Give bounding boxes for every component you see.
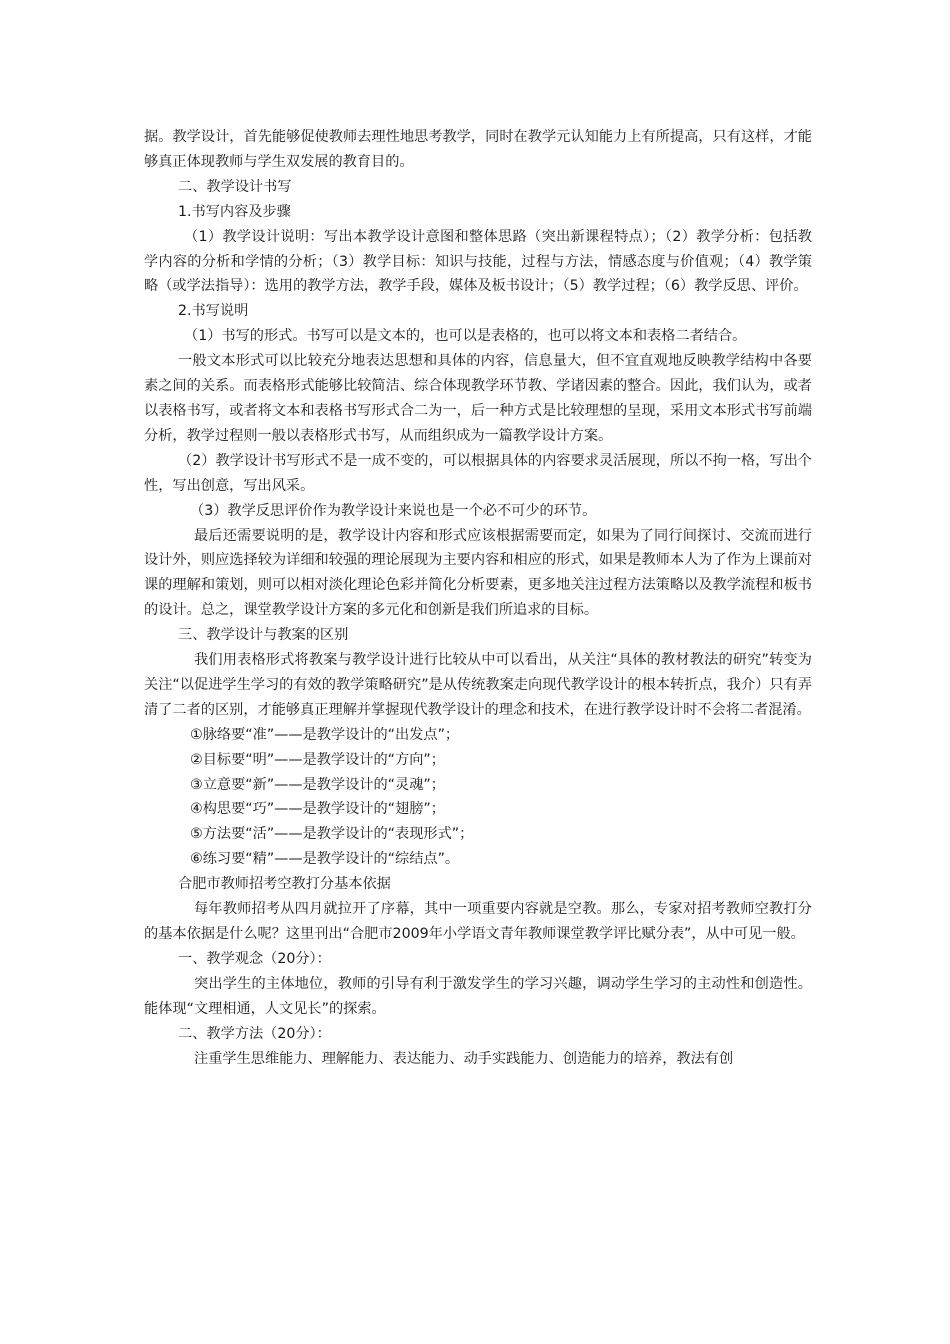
paragraph: 合肥市教师招考空教打分基本依据 [178,876,391,893]
document-body [144,125,812,1071]
paragraph: ⑥练习要“精”——是教学设计的“综结点”。 [190,851,460,868]
paragraph: （1）教学设计说明：写出本教学设计意图和整体思路（突出新课程特点）；（2）教学分析：包括教学内容的分析和学情的分析；（3）教学目标：知识与技能，过程与方法，情感态度与价值观；（4）教学策略（或学法指导）：选用的教学方法，教学手段，媒体及板书设计；（5）教学过程；（6）教学反思、评价。 [144,228,812,295]
paragraph: 据。教学设计，首先能够促使教师去理性地思考教学，同时在教学元认知能力上有所提高，只有这样，才能够真正体现教师与学生双发展的教育目的。 [144,129,812,170]
paragraph: ④构思要“巧”——是教学设计的“翅膀”； [190,801,445,818]
paragraph: 二、教学方法（20分）： [178,1025,331,1042]
paragraph: 突出学生的主体地位，教师的引导有利于激发学生的学习兴趣，调动学生学习的主动性和创造性。能体现“文理相通，人文见长”的探索。 [144,975,812,1017]
paragraph: 我们用表格形式将教案与教学设计进行比较从中可以看出，从关注“具体的教材教法的研究”转变为关注“以促进学生学习的有效的教学策略研究”是从传统教案走向现代教学设计的根本转折点，我介）只有弄清了二者的区别，才能够真正理解并掌握现代教学设计的理念和技术，在进行教学设计时不会将二者混淆。 [144,652,812,718]
paragraph: 三、教学设计与教案的区别 [178,627,349,644]
paragraph: （3）教学反思评价作为教学设计来说也是一个必不可少的环节。 [190,502,597,519]
paragraph: ⑤方法要“活”——是教学设计的“表现形式”； [190,826,474,843]
paragraph: 注重学生思维能力、理解能力、表达能力、动手实践能力、创造能力的培养，教法有创 [194,1050,734,1067]
paragraph: 最后还需要说明的是，教学设计内容和形式应该根据需要而定，如果为了同行间探讨、交流而进行设计外，则应选择较为详细和较强的理论展现为主要内容和相应的形式，如果是教师本人为了作为上课前对课的理解和策划，则可以相对淡化理论色彩并简化分析要素，更多地关注过程方法策略以及教学流程和板书的设计。总之，课堂教学设计方案的多元化和创新是我们所追求的目标。 [144,527,812,619]
paragraph: ②目标要“明”——是教学设计的“方向”； [190,751,445,768]
paragraph: （1）书写的形式。书写可以是文本的，也可以是表格的，也可以将文本和表格二者结合。 [184,328,747,345]
paragraph: 1.书写内容及步骤 [178,203,291,220]
paragraph: 每年教师招考从四月就拉开了序幕，其中一项重要内容就是空教。那么，专家对招考教师空教打分的基本依据是什么呢？这里刊出“合肥市2009年小学语文青年教师课堂教学评比赋分表”，从中可见一般。 [144,901,812,942]
paragraph: 一般文本形式可以比较充分地表达思想和具体的内容，信息量大，但不宜直观地反映教学结构中各要素之间的关系。而表格形式能够比较简洁、综合体现教学环节教、学诸因素的整合。因此，我们认为，或者以表格书写，或者将文本和表格书写形式合二为一，后一种方式是比较理想的呈现，采用文本形式书写前端分析，教学过程则一般以表格形式书写，从而组织成为一篇教学设计方案。 [144,353,812,444]
paragraph: ③立意要“新”——是教学设计的“灵魂”； [190,776,445,793]
paragraph: 一、教学观念（20分）： [178,950,331,967]
paragraph: 2.书写说明 [178,303,249,320]
paragraph: ①脉络要“准”——是教学设计的“出发点”； [190,726,460,743]
paragraph: （2）教学设计书写形式不是一成不变的，可以根据具体的内容要求灵活展现，所以不拘一格，写出个性，写出创意，写出风采。 [144,452,812,494]
paragraph: 二、教学设计书写 [178,178,292,195]
